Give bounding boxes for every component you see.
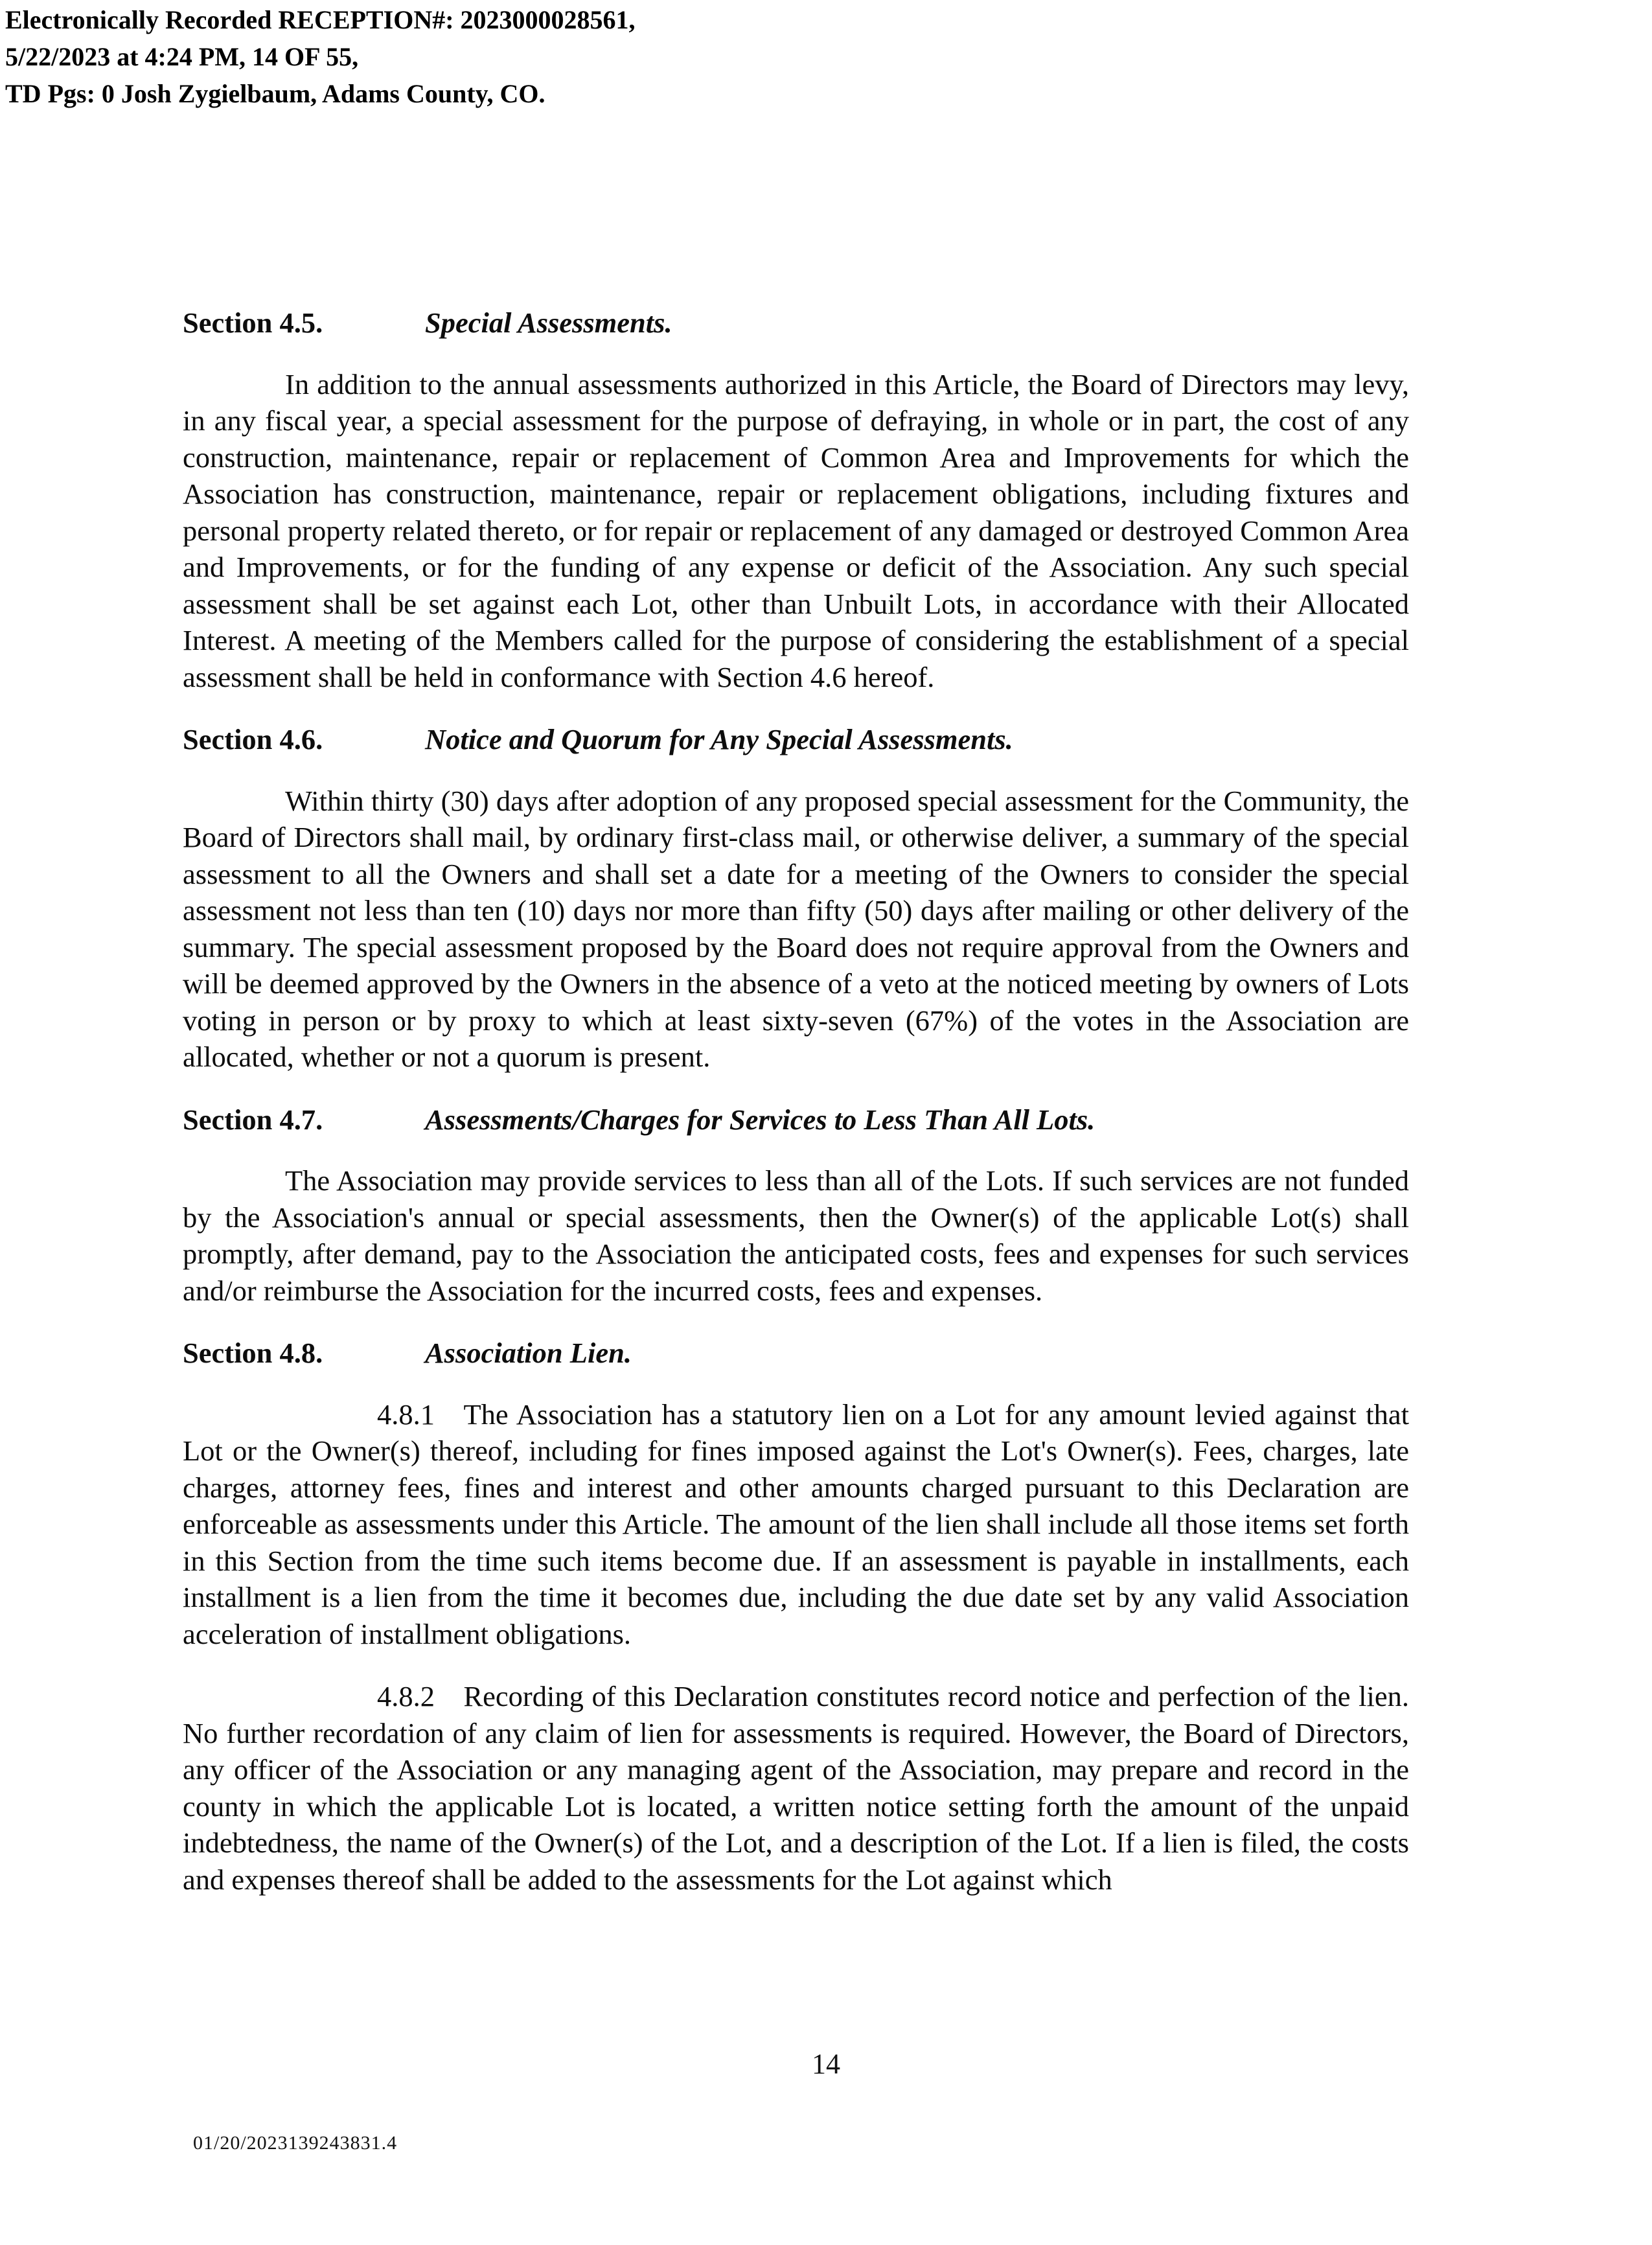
recording-stamp-line-1: Electronically Recorded RECEPTION#: 2023000028561, <box>5 5 636 34</box>
section-number: Section 4.6. <box>183 723 323 755</box>
section-title: Notice and Quorum for Any Special Assessments. <box>425 723 1013 755</box>
section-title: Assessments/Charges for Services to Less Than All Lots. <box>425 1103 1096 1136</box>
section-number: Section 4.8. <box>183 1337 323 1369</box>
subsection-paragraph-4-8-1: 4.8.1 The Association has a statutory lien on a Lot for any amount levied against that Lot or the Owner(s) thereof, including for fines imposed against the Lot's Owner(s). Fees, charges, late charges, attorney fees, fines and interest and other amounts charged pursuant to this Declaration are enforceable as assessments under this Article. The amount of the lien shall include all those items set forth in this Section from the time such items become due. If an assessment is payable in installments, each installment is a lien from the time it becomes due, including the due date set by any valid Association acceleration of installment obligations. <box>183 1398 1409 1650</box>
recording-stamp-line-2: 5/22/2023 at 4:24 PM, 14 OF 55, <box>5 42 359 71</box>
section-heading-4-7 <box>183 1101 1409 1138</box>
subsection-paragraph-4-8-2: 4.8.2 Recording of this Declaration constitutes record notice and perfection of the lien. No further recordation of any claim of lien for assessments is required. However, the Board of Directors, any officer of the Association or any managing agent of the Association, may prepare and record in the county in which the applicable Lot is located, a written notice setting forth the amount of the unpaid indebtedness, the name of the Owner(s) of the Lot, and a description of the Lot. If a lien is filed, the costs and expenses thereof shall be added to the assessments for the Lot against which <box>183 1680 1409 1896</box>
page-body <box>183 305 1409 1898</box>
section-number: Section 4.5. <box>183 306 323 339</box>
section-number: Section 4.7. <box>183 1103 323 1136</box>
page-number: 14 <box>812 2048 840 2080</box>
section-title: Association Lien. <box>425 1337 632 1369</box>
paragraph: In addition to the annual assessments authorized in this Article, the Board of Directors may levy, in any fiscal year, a special assessment for the purpose of defraying, in whole or in part, the cost of any construction, maintenance, repair or replacement of Common Area and Improvements for which the Association has construction, maintenance, repair or replacement obligations, including fixtures and personal property related thereto, or for repair or replacement of any damaged or destroyed Common Area and Improvements, or for the funding of any expense or deficit of the Association. Any such special assessment shall be set against each Lot, other than Unbuilt Lots, in accordance with their Allocated Interest. A meeting of the Members called for the purpose of considering the establishment of a special assessment shall be held in conformance with Section 4.6 hereof. <box>183 367 1409 693</box>
section-heading-4-8 <box>183 1335 1409 1372</box>
section-heading-4-5 <box>183 305 1409 341</box>
section-title: Special Assessments. <box>425 306 672 339</box>
recording-stamp <box>5 1 636 112</box>
document-id: 01/20/2023139243831.4 <box>193 2132 398 2154</box>
paragraph: Within thirty (30) days after adoption of any proposed special assessment for the Community, the Board of Directors shall mail, by ordinary first-class mail, or otherwise deliver, a summary of the special assessment to all the Owners and shall set a date for a meeting of the Owners to consider the special assessment not less than ten (10) days nor more than fifty (50) days after mailing or other delivery of the summary. The special assessment proposed by the Board does not require approval from the Owners and will be deemed approved by the Owners in the absence of a veto at the noticed meeting by owners of Lots voting in person or by proxy to which at least sixty-seven (67%) of the votes in the Association are allocated, whether or not a quorum is present. <box>183 784 1409 1073</box>
paragraph: The Association may provide services to less than all of the Lots. If such services are not funded by the Association's annual or special assessments, then the Owner(s) of the applicable Lot(s) shall promptly, after demand, pay to the Association the anticipated costs, fees and expenses for such services and/or reimburse the Association for the incurred costs, fees and expenses. <box>183 1164 1409 1307</box>
recording-stamp-line-3: TD Pgs: 0 Josh Zygielbaum, Adams County, CO. <box>5 79 545 108</box>
section-heading-4-6 <box>183 721 1409 758</box>
